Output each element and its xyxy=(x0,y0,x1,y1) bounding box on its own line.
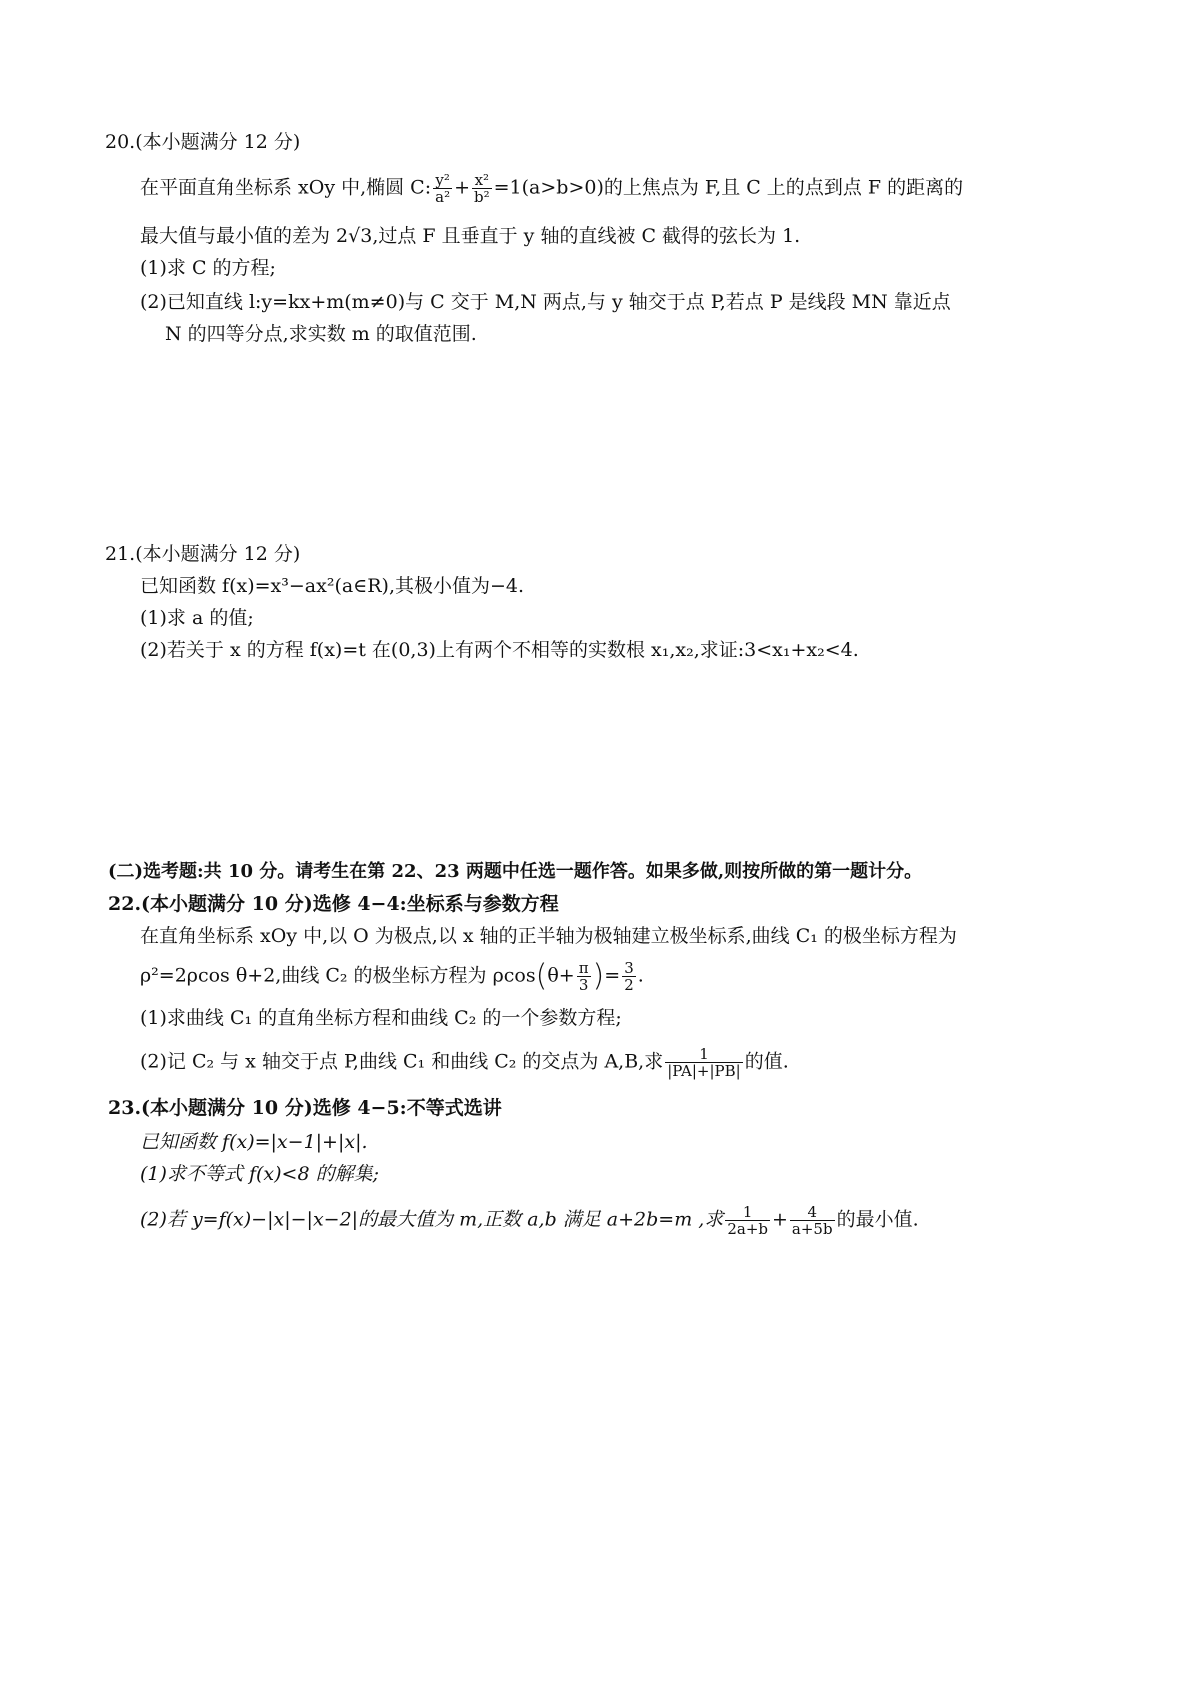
q20-part1: (1)求 C 的方程; xyxy=(140,257,276,279)
q22-frac-pa-pb xyxy=(665,1046,742,1079)
q21-line1: 已知函数 f(x)=x³−ax²(a∈R),其极小值为−4. xyxy=(140,575,525,597)
q23-frac-2 xyxy=(790,1204,835,1237)
q21-part2: (2)若关于 x 的方程 f(x)=t 在(0,3)上有两个不相等的实数根 x₁,x₂,求证:3<x₁+x₂<4. xyxy=(140,639,859,661)
q20-plus: + xyxy=(454,176,471,199)
q20-part2-a: (2)已知直线 l:y=kx+m(m≠0)与 C 交于 M,N 两点,与 y 轴交于点 P,若点 P 是线段 MN 靠近点 xyxy=(140,291,951,313)
q20-frac1-num: y² xyxy=(433,172,452,189)
q22-part2-b: 的值. xyxy=(744,1050,789,1073)
q23-f2-num: 4 xyxy=(790,1204,835,1221)
q23-part2-a: (2)若 y=f(x)−|x|−|x−2|的最大值为 m,正数 a,b 满足 a+2b=m ,求 xyxy=(140,1208,724,1231)
q23-plus: + xyxy=(772,1208,788,1231)
section2-title: (二)选考题:共 10 分。请考生在第 22、23 两题中任选一题作答。如果多做,则按所做的第一题计分。 xyxy=(108,861,923,882)
q20-frac2-den: b² xyxy=(474,188,490,206)
q23-line1: 已知函数 f(x)=|x−1|+|x|. xyxy=(140,1131,368,1153)
q20-line1 xyxy=(140,172,963,205)
q22-line2-b: θ+ xyxy=(547,964,575,987)
q22-line1: 在直角坐标系 xOy 中,以 O 为极点,以 x 轴的正半轴为极轴建立极坐标系,曲线 C₁ 的极坐标方程为 xyxy=(140,925,957,947)
q21-header: 21.(本小题满分 12 分) xyxy=(105,543,301,565)
q22-pi-den: 3 xyxy=(578,976,589,994)
q20-line1-a: 在平面直角坐标系 xOy 中,椭圆 C: xyxy=(140,176,432,199)
q23-f1-den: 2a+b xyxy=(727,1220,768,1238)
q23-part1: (1)求不等式 f(x)<8 的解集; xyxy=(140,1163,379,1185)
q22-header: 22.(本小题满分 10 分)选修 4−4:坐标系与参数方程 xyxy=(108,893,559,915)
q22-line2-d: . xyxy=(637,964,644,987)
q22-pi-num: π xyxy=(578,959,589,977)
q22-f-num: 1 xyxy=(665,1046,742,1063)
q23-header: 23.(本小题满分 10 分)选修 4−5:不等式选讲 xyxy=(108,1097,502,1119)
q20-line1-b: =1(a>b>0)的上焦点为 F,且 C 上的点到点 F 的距离的 xyxy=(493,176,964,199)
q22-part2 xyxy=(140,1046,789,1079)
q21-part1: (1)求 a 的值; xyxy=(140,607,254,629)
q22-r-den: 2 xyxy=(624,976,634,994)
q20-frac-x2-b2 xyxy=(472,172,492,205)
q20-frac1-den: a² xyxy=(435,188,451,206)
q20-part2-b: N 的四等分点,求实数 m 的取值范围. xyxy=(165,323,477,345)
q23-part2-b: 的最小值. xyxy=(836,1208,919,1231)
q20-header: 20.(本小题满分 12 分) xyxy=(105,131,301,153)
q22-left-paren: ( xyxy=(535,958,548,994)
q22-line2-c: = xyxy=(604,964,621,987)
q23-f2-den: a+5b xyxy=(791,1220,833,1238)
q22-frac-pi-3 xyxy=(577,960,591,993)
q22-frac-3-2 xyxy=(622,960,636,993)
q22-f-den: |PA|+|PB| xyxy=(667,1062,741,1080)
q23-part2 xyxy=(140,1204,919,1237)
q22-line2-a: ρ²=2ρcos θ+2,曲线 C₂ 的极坐标方程为 ρcos xyxy=(140,964,536,987)
q22-right-paren: ) xyxy=(592,958,605,994)
q23-frac-1 xyxy=(725,1204,770,1237)
q23-f1-num: 1 xyxy=(725,1204,770,1221)
q20-frac-y2-a2 xyxy=(433,172,452,205)
q20-frac2-num: x² xyxy=(472,172,492,189)
q20-line2: 最大值与最小值的差为 2√3,过点 F 且垂直于 y 轴的直线被 C 截得的弦长为 1. xyxy=(140,225,801,247)
q22-part1: (1)求曲线 C₁ 的直角坐标方程和曲线 C₂ 的一个参数方程; xyxy=(140,1007,622,1029)
q22-r-num: 3 xyxy=(624,959,634,977)
q22-part2-a: (2)记 C₂ 与 x 轴交于点 P,曲线 C₁ 和曲线 C₂ 的交点为 A,B,求 xyxy=(140,1050,664,1073)
q22-line2 xyxy=(140,960,644,993)
